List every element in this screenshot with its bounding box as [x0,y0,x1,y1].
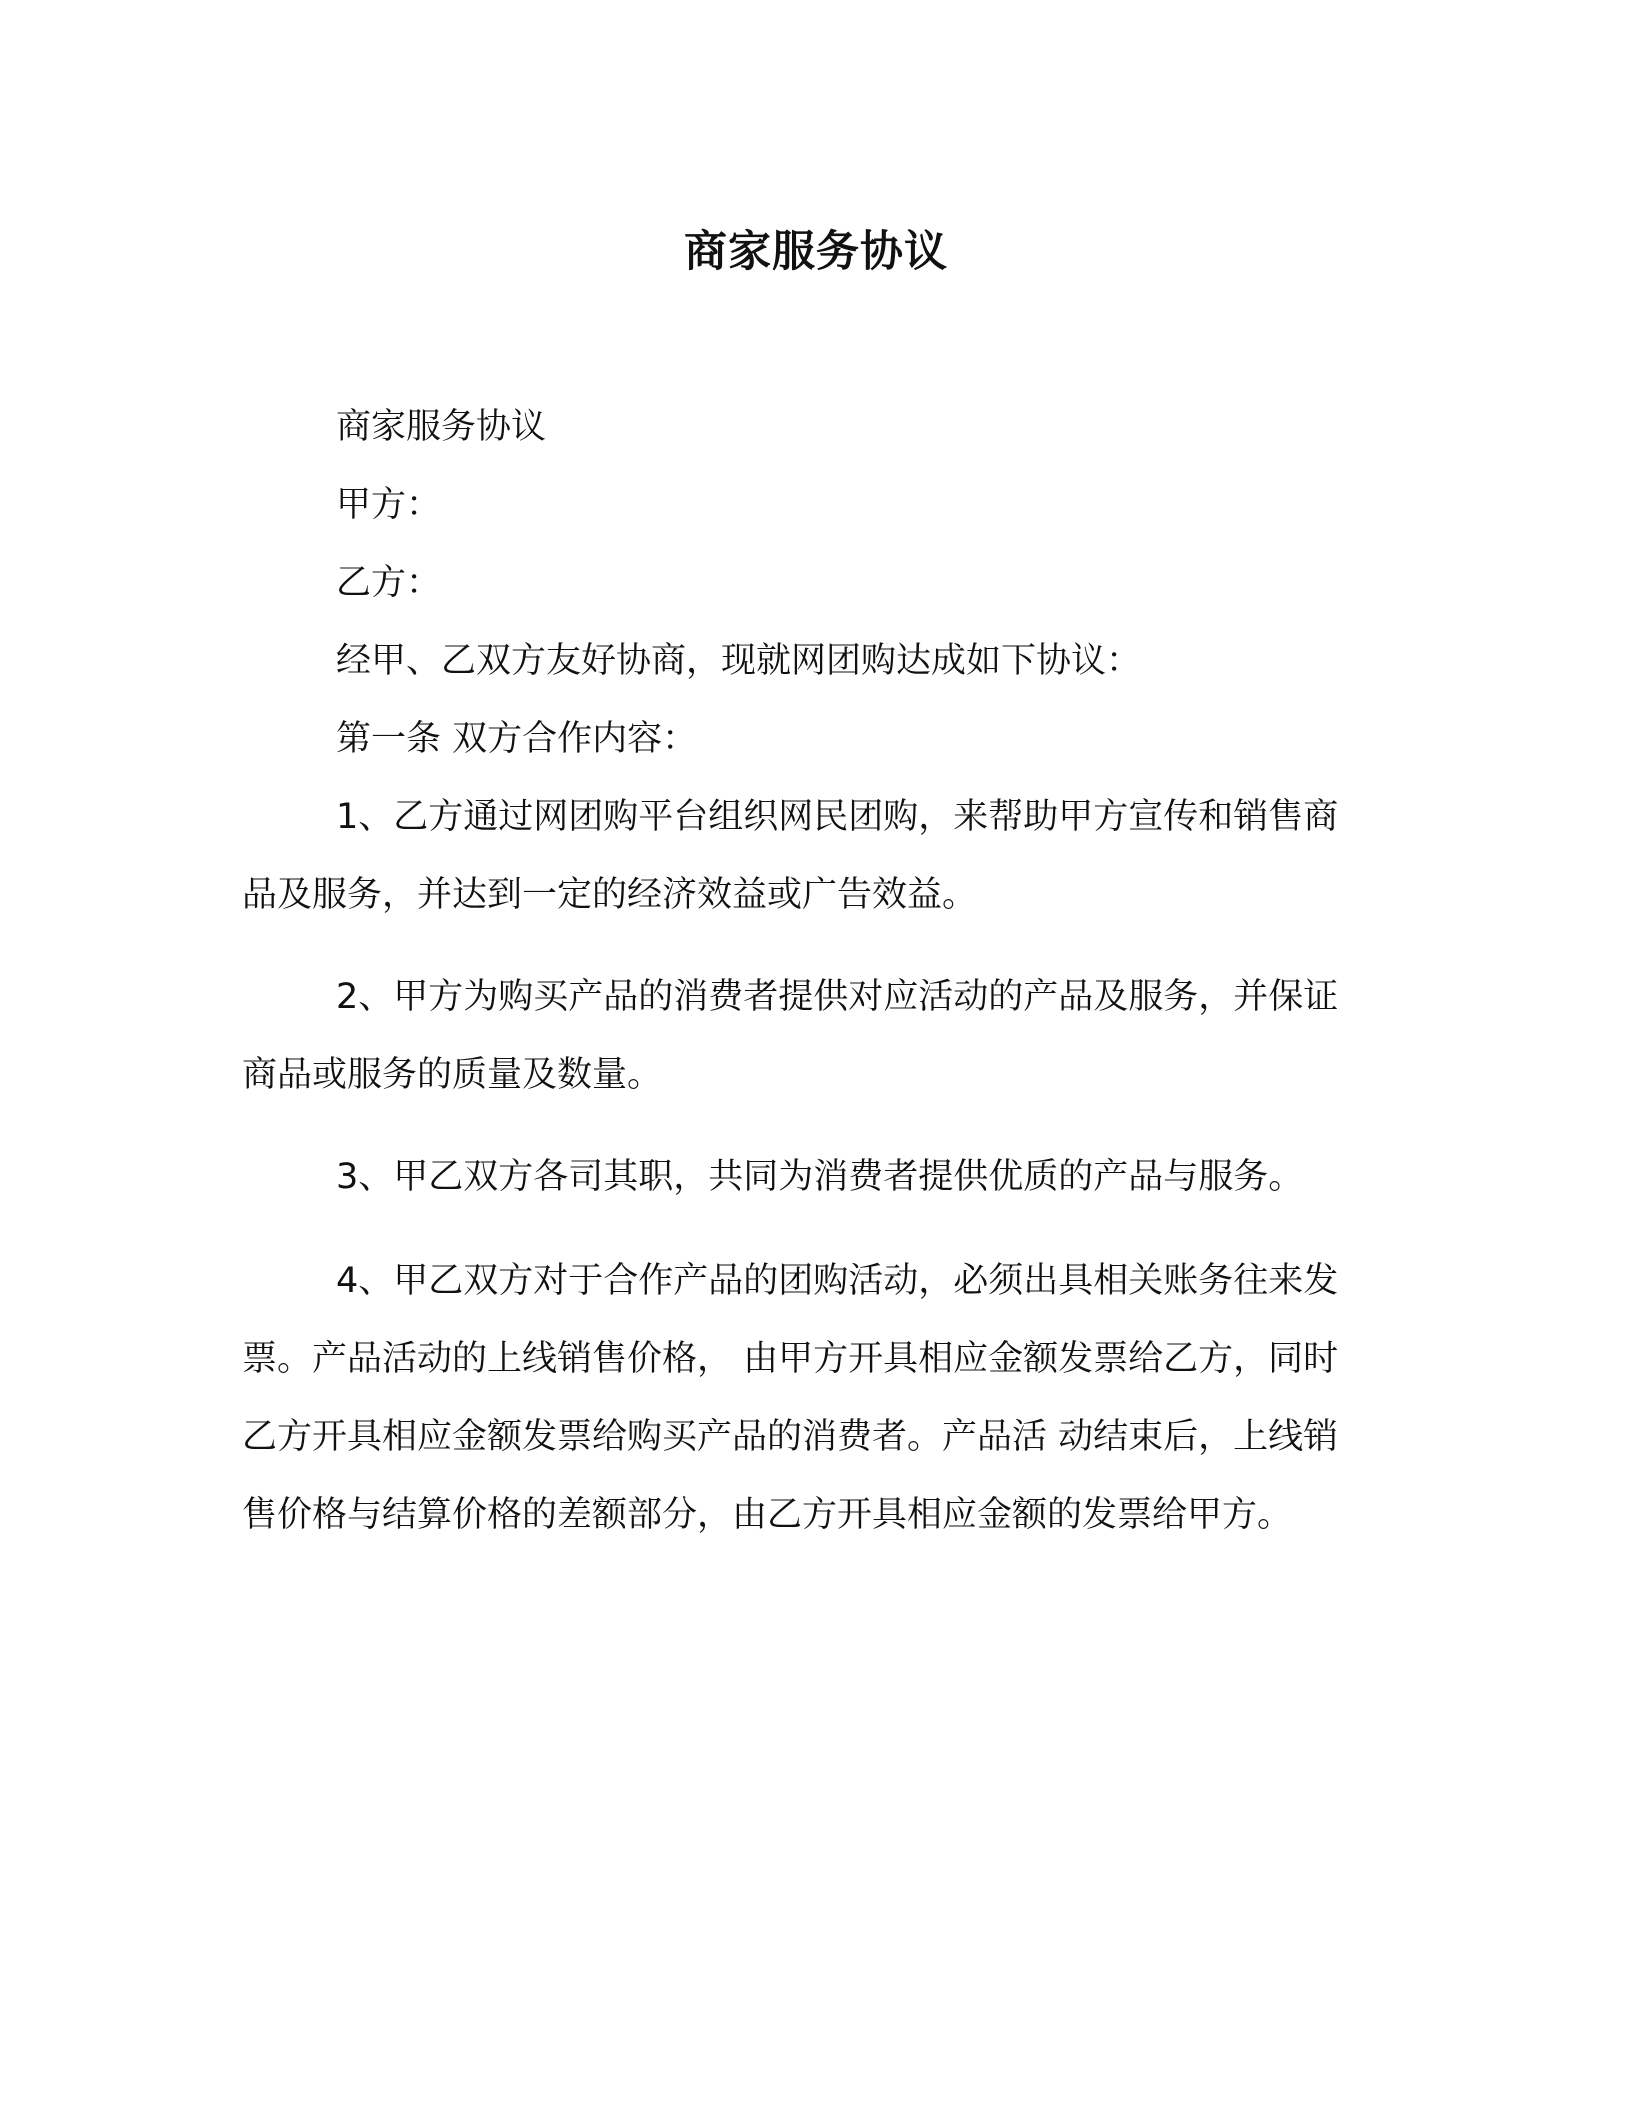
paragraph-clause-1: 1、乙方通过网团购平台组织网民团购，来帮助甲方宣传和销售商品及服务，并达到一定的经济效益或广告效益。 [242,797,1339,915]
document-title: 商家服务协议 [684,227,948,277]
paragraph-party-b: 乙方： [336,563,442,603]
paragraph-article-one: 第一条 双方合作内容： [336,719,698,759]
paragraph-clause-4: 4、甲乙双方对于合作产品的团购活动，必须出具相关账务往来发票。产品活动的上线销售价格， 由甲方开具相应金额发票给乙方，同时乙方开具相应金额发票给购买产品的消费者。产品活 动结束后，上线销售价格与结算价格的差额部分，由乙方开具相应金额的发票给甲方。 [242,1261,1339,1535]
paragraph-clause-2: 2、甲方为购买产品的消费者提供对应活动的产品及服务，并保证商品或服务的质量及数量。 [242,977,1339,1095]
paragraph-intro: 经甲、乙双方友好协商，现就网团购达成如下协议： [336,641,1142,681]
paragraph-clause-3: 3、甲乙双方各司其职，共同为消费者提供优质的产品与服务。 [336,1157,1304,1197]
paragraph-heading: 商家服务协议 [336,407,547,447]
document-body [242,388,1362,1554]
paragraph-party-a: 甲方： [336,485,442,525]
